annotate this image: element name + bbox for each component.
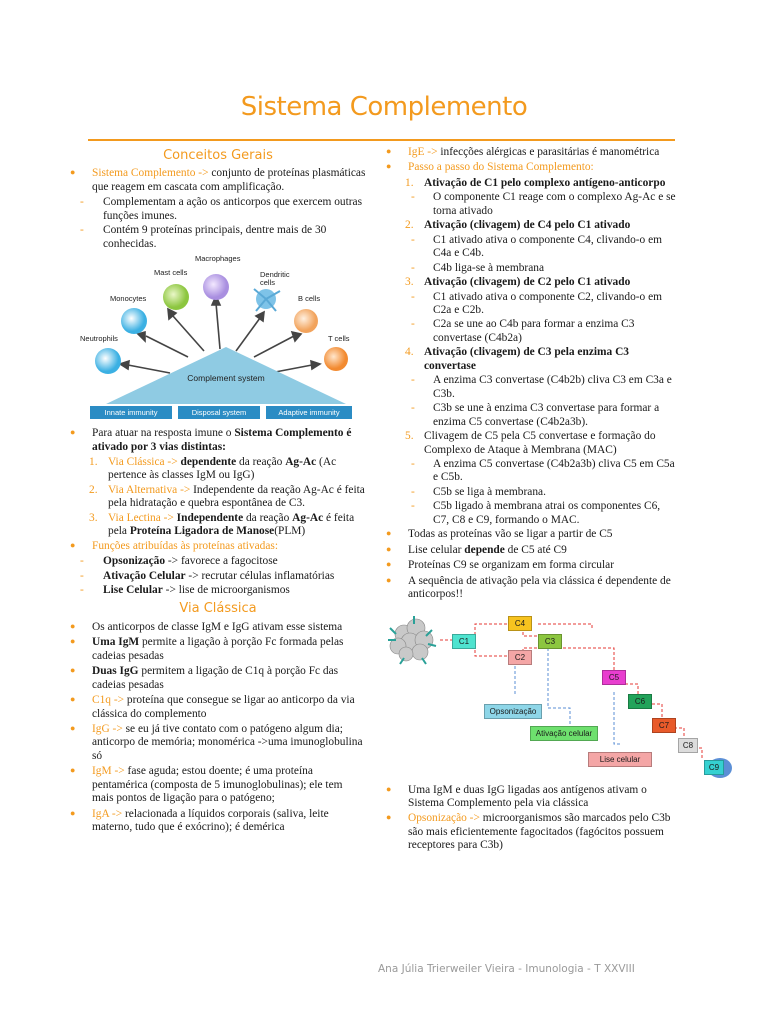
step-sub-item: - C5b se liga à membrana. — [386, 486, 676, 499]
page-footer: Ana Júlia Trierweiler Vieira - Imunologia - T XXVIII — [378, 963, 635, 975]
list-item: ● Sistema Complemento -> conjunto de proteínas plasmáticas que reagem em cascata com amplificação. — [70, 167, 366, 194]
outcome-ativacao-celular: Ativação celular — [530, 726, 598, 741]
list-item: ● C1q -> proteína que consegue se ligar ao anticorpo da via clássica do complemento — [70, 694, 366, 721]
sub-list-item: - Ativação Celular -> recrutar células inflamatórias — [70, 570, 366, 583]
page-title: Sistema Complemento — [240, 92, 528, 122]
list-item: ● Duas IgG permitem a ligação de C1q à porção Fc das cadeias pesadas — [70, 665, 366, 692]
macrophage-cell — [203, 274, 229, 300]
numbered-item: 3. Via Lectina -> Independente da reação Ag-Ac é feita pela Proteína Ligadora de Manose(PLM) — [89, 511, 355, 538]
cascade-node-c3: C3 — [538, 634, 562, 649]
antibody-complex — [390, 619, 433, 661]
step-item: 3. Ativação (clivagem) de C2 pelo C1 ativado — [405, 276, 631, 289]
step-item: 4. Ativação (clivagem) de C3 pela enzima C3 convertase — [405, 346, 629, 372]
b-cells-label: B cells — [298, 294, 321, 304]
list-item: ● A sequência de ativação pela via clássica é dependente de anticorpos!! — [386, 575, 676, 602]
cascade-node-c8: C8 — [678, 738, 698, 753]
step-sub-item: - C4b liga-se à membrana — [386, 262, 676, 275]
step-sub-item: - C1 ativado ativa o componente C4, clivando-o em C4a e C4b. — [386, 234, 676, 261]
list-item: ● Passo a passo do Sistema Complemento: — [386, 161, 676, 174]
list-item: ● Proteínas C9 se organizam em forma circular — [386, 559, 676, 572]
list-item: ● IgM -> fase aguda; estou doente; é uma proteína pentamérica (composta de 5 imunoglobulinas); ele tem mais pontos de ligação para o patógeno; — [70, 765, 366, 805]
cascade-node-c2: C2 — [508, 650, 532, 665]
step-sub-item: - C3b se une à enzima C3 convertase para formar a enzima C5 convertase (C4b2a3b). — [386, 402, 676, 429]
list-item: ● Lise celular depende de C5 até C9 — [386, 544, 676, 557]
immune-cells-figure — [70, 254, 366, 418]
cascade-node-c7: C7 — [652, 718, 676, 733]
title-divider — [88, 139, 675, 141]
monocyte-cell — [121, 308, 147, 334]
t-cells-label: T cells — [328, 334, 350, 344]
numbered-item: 2. Via Alternativa -> Independente da reação Ag-Ac é feita pela hidratação e quebra espontânea de C3. — [89, 483, 365, 510]
mast-cell — [163, 284, 189, 310]
step-sub-item: - A enzima C5 convertase (C4b2a3b) cliva C5 em C5a e C5b. — [386, 458, 676, 485]
step-sub-item: - C5b ligado à membrana atrai os componentes C6, C7, C8 e C9, formando o MAC. — [386, 500, 676, 527]
list-item: ● Os anticorpos de classe IgM e IgG ativam esse sistema — [70, 621, 366, 634]
adaptive-immunity-bar: Adaptive immunity — [266, 406, 352, 419]
dendritic-cells-label: Dendritic cells — [260, 270, 290, 287]
sub-list-item: - Contém 9 proteínas principais, dentre mais de 30 conhecidas. — [70, 224, 366, 251]
neutrophils-label: Neutrophils — [80, 334, 118, 344]
section-heading-via-classica: Via Clássica — [179, 601, 257, 617]
step-sub-item: - C1 ativado ativa o componente C2, clivando-o em C2a e C2b. — [386, 291, 676, 318]
left-column — [70, 146, 366, 837]
cascade-node-c9: C9 — [704, 760, 724, 775]
list-item: ● Opsonização -> microorganismos são marcados pelo C3b são mais eficientemente fagocitados (fagócitos possuem receptores para C3b) — [386, 812, 676, 852]
sub-list-item: - Lise Celular -> lise de microorganismos — [70, 584, 366, 597]
numbered-item: 1. Via Clássica -> dependente da reação Ag-Ac (Ac pertence às classes IgM ou IgG) — [89, 455, 337, 482]
outcome-opsonizacao: Opsonização — [484, 704, 542, 719]
cascade-node-c4: C4 — [508, 616, 532, 631]
list-item: ● Uma IgM permite a ligação à porção Fc formada pelas cadeias pesadas — [70, 636, 366, 663]
section-heading-conceitos: Conceitos Gerais — [163, 148, 273, 163]
step-sub-item: - O componente C1 reage com o complexo Ag-Ac e se torna ativado — [386, 191, 676, 218]
innate-immunity-bar: Innate immunity — [90, 406, 172, 419]
list-item: ● Funções atribuídas às proteínas ativadas: — [70, 540, 366, 553]
step-item: 5. Clivagem de C5 pela C5 convertase e formação do Complexo de Ataque à Membrana (MAC) — [405, 430, 656, 456]
cascade-node-c1: C1 — [452, 634, 476, 649]
step-item: 2. Ativação (clivagem) de C4 pelo C1 ativado — [405, 219, 631, 232]
step-item: 1. Ativação de C1 pelo complexo antígeno-anticorpo — [405, 176, 666, 189]
outcome-lise-celular: Lise celular — [588, 752, 652, 767]
sub-list-item: - Opsonização -> favorece a fagocitose — [70, 555, 366, 568]
macrophages-label: Macrophages — [195, 254, 241, 264]
step-sub-item: - A enzima C3 convertase (C4b2b) cliva C3 em C3a e C3b. — [386, 374, 676, 401]
mast-cells-label: Mast cells — [154, 268, 188, 278]
list-item: ● IgE -> infecções alérgicas e parasitárias é manométrica — [386, 146, 676, 159]
right-column — [386, 146, 720, 855]
complement-cascade-figure — [380, 608, 740, 778]
disposal-system-bar: Disposal system — [178, 406, 260, 419]
list-item: ● IgA -> relacionada a líquidos corporais (saliva, leite materno, tudo que é exócrino); é demérica — [70, 808, 366, 835]
step-sub-item: - C2a se une ao C4b para formar a enzima C3 convertase (C4b2a) — [386, 318, 676, 345]
list-item: ● Todas as proteínas vão se ligar a partir de C5 — [386, 528, 676, 541]
list-item: ● Uma IgM e duas IgG ligadas aos antígenos ativam o Sistema Complemento pela via clássica — [386, 784, 676, 811]
sub-list-item: - Complementam a ação os anticorpos que exercem outras funções imunes. — [70, 196, 366, 223]
list-item: ● IgG -> se eu já tive contato com o patógeno algum dia; anticorpo de memória; monomérica ->uma imunoglobulina só — [70, 723, 366, 763]
cascade-node-c5: C5 — [602, 670, 626, 685]
b-cell — [294, 309, 318, 333]
complement-system-label: Complement system — [187, 373, 265, 384]
monocytes-label: Monocytes — [110, 294, 147, 304]
list-item: ● Para atuar na resposta imune o Sistema Complemento é ativado por 3 vias distintas: — [70, 427, 366, 454]
cascade-node-c6: C6 — [628, 694, 652, 709]
